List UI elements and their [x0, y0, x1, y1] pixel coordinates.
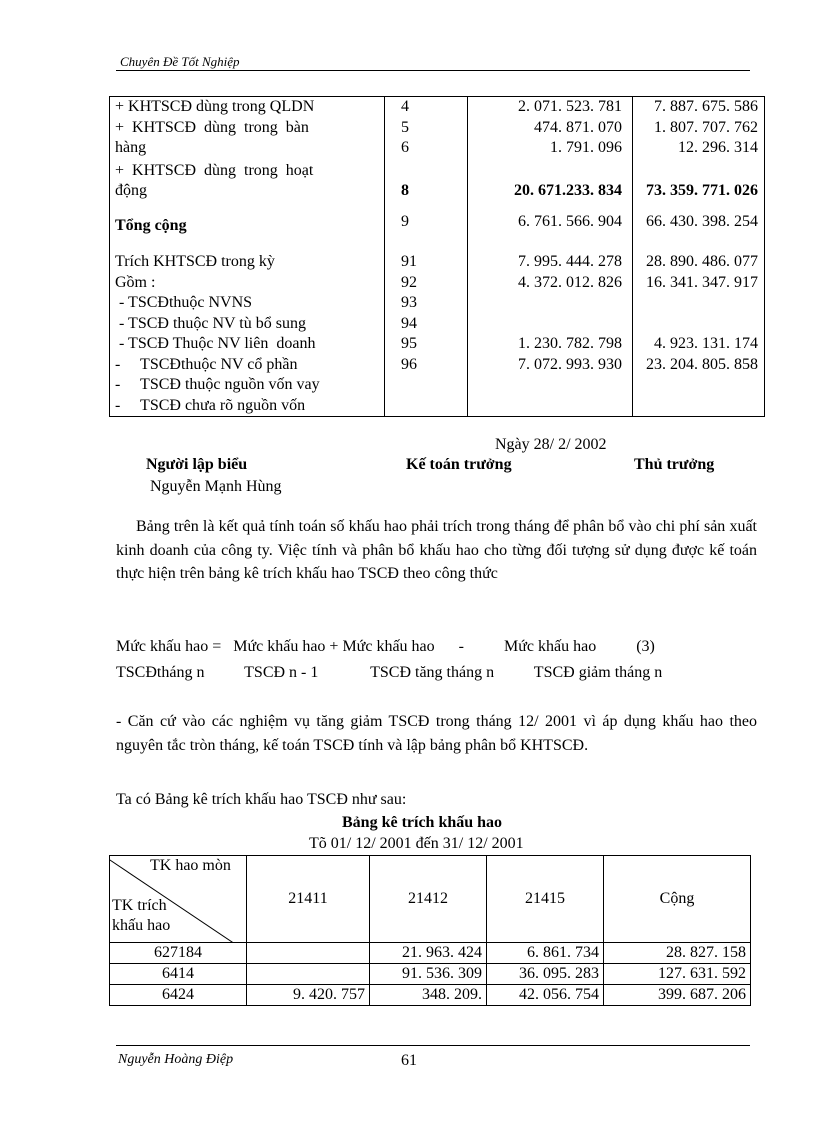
formula-line-1: Mức khấu hao = Mức khấu hao + Mức khấu hao - Mức khấu hao (3) [116, 638, 655, 655]
row-desc: - TSCĐ thuộc NV tù bổ sung [115, 314, 306, 332]
table-row [110, 97, 765, 118]
depreciation-allocation-table [109, 855, 751, 1006]
row-desc: + KHTSCĐ dùng trong bàn [115, 118, 309, 136]
table-row [110, 246, 765, 417]
row-value-1: 20. 671.233. 834 [514, 182, 622, 199]
footer-author: Nguyễn Hoàng Điệp [118, 1052, 234, 1067]
row-value-1: 6. 761. 566. 904 [518, 212, 622, 230]
row-value-1: 4. 372. 012. 826 [518, 273, 622, 291]
value-cell: 9. 420. 757 [247, 985, 370, 1006]
row-desc: Trích KHTSCĐ trong kỳ [115, 253, 275, 270]
depreciation-table-period: Tõ 01/ 12/ 2001 đến 31/ 12/ 2001 [309, 835, 524, 852]
value-cell: 21. 963. 424 [370, 943, 487, 964]
row-value-2: 73. 359. 771. 026 [646, 182, 758, 199]
formula-line-2: TSCĐtháng n TSCĐ n - 1 TSCĐ tăng tháng n TSCĐ giảm tháng n [116, 664, 663, 681]
table-row [110, 943, 751, 964]
table-row [110, 202, 765, 247]
row-value-1 [468, 293, 622, 314]
row-value-2 [633, 314, 758, 335]
row-code: 95 [401, 335, 417, 352]
account-cell: 627184 [110, 943, 247, 964]
table-header-row [110, 856, 751, 943]
value-cell: 91. 536. 309 [370, 964, 487, 985]
header-rule [116, 70, 750, 71]
value-cell: 42. 056. 754 [487, 985, 604, 1006]
row-value-2: 16. 341. 347. 917 [646, 273, 758, 291]
row-value-1: 7. 995. 444. 278 [518, 253, 622, 270]
corner-header-bottom: khấu hao [112, 917, 171, 934]
table-row [110, 118, 765, 159]
column-header: Cộng [604, 856, 751, 943]
account-cell: 6414 [110, 964, 247, 985]
value-cell [247, 943, 370, 964]
value-cell: 36. 095. 283 [487, 964, 604, 985]
row-code: 6 [401, 139, 409, 156]
row-value-1: 1. 791. 096 [550, 139, 622, 156]
total-cell: 28. 827. 158 [604, 943, 751, 964]
row-code: 5 [401, 118, 409, 136]
paragraph-method: - Căn cứ vào các nghiệm vụ tăng giảm TSCĐ trong tháng 12/ 2001 vì áp dụng khấu hao theo nguyên tắc tròn tháng, kế toán TSCĐ tính và lập bảng phân bổ KHTSCĐ. [116, 713, 757, 754]
total-cell: 399. 687. 206 [604, 985, 751, 1006]
row-value-2: 12. 296. 314 [678, 139, 758, 156]
row-value-2: 4. 923. 131. 174 [654, 335, 758, 352]
row-code [401, 161, 467, 182]
preparer-name: Nguyễn Mạnh Hùng [150, 478, 282, 495]
total-label: Tổng cộng [115, 216, 187, 234]
row-value-2: 28. 890. 486. 077 [646, 253, 758, 270]
corner-header-bottom: TK trích [112, 897, 167, 914]
table-row [110, 159, 765, 202]
table-row [110, 985, 751, 1006]
row-desc: - TSCĐ thuộc nguồn vốn vay [115, 376, 320, 393]
account-cell: 6424 [110, 985, 247, 1006]
row-code: 91 [401, 253, 417, 270]
row-desc: - TSCĐ Thuộc NV liên doanh [115, 335, 316, 352]
row-desc: + KHTSCĐ dùng trong hoạt [115, 161, 314, 179]
chief-accountant-label: Kế toán trưởng [406, 456, 512, 473]
corner-header-cell [110, 856, 247, 943]
row-value-1 [468, 161, 622, 182]
total-cell: 127. 631. 592 [604, 964, 751, 985]
row-value-1 [468, 314, 622, 335]
row-code: 9 [401, 212, 409, 230]
value-cell: 348. 209. [370, 985, 487, 1006]
row-desc: - TSCĐthuộc NVNS [115, 294, 253, 311]
corner-header-top: TK hao mòn [150, 857, 231, 874]
row-value-1: 2. 071. 523. 781 [518, 98, 622, 115]
column-header: 21412 [370, 856, 487, 943]
row-value-2 [633, 161, 758, 182]
signature-date: Ngày 28/ 2/ 2002 [495, 436, 607, 453]
row-value-2: 1. 807. 707. 762 [654, 118, 758, 136]
page-number: 61 [401, 1052, 417, 1069]
value-cell: 6. 861. 734 [487, 943, 604, 964]
row-value-2: 23. 204. 805. 858 [646, 355, 758, 373]
row-code: 93 [401, 294, 417, 311]
row-desc: + KHTSCĐ dùng trong QLDN [115, 98, 315, 115]
row-desc: động [115, 182, 147, 199]
value-cell [247, 964, 370, 985]
row-desc: - TSCĐ chưa rõ nguồn vốn [115, 396, 306, 414]
row-code: 92 [401, 273, 417, 291]
page-header-title: Chuyên Đề Tốt Nghiệp [120, 54, 240, 69]
depreciation-table-title: Bảng kê trích khấu hao [342, 814, 503, 831]
row-desc: Gồm : [115, 273, 156, 291]
row-code: 94 [401, 314, 417, 332]
paragraph-intro-table: Ta có Bảng kê trích khấu hao TSCĐ như sau: [116, 791, 407, 808]
depreciation-summary-table [109, 96, 765, 417]
row-value-1: 474. 871. 070 [534, 118, 622, 136]
column-header: 21411 [247, 856, 370, 943]
row-value-2 [633, 293, 758, 314]
row-code: 4 [401, 98, 409, 115]
footer-rule [116, 1045, 750, 1046]
paragraph-explanation: Bảng trên là kết quả tính toán số khấu hao phải trích trong tháng để phân bổ vào chi phí sản xuất kinh doanh của công ty. Việc tính và phân bổ khấu hao cho từng đối tượng sử dụng được kế toán thực hiện trên bảng kê trích khấu hao TSCĐ theo công thức [116, 518, 757, 582]
row-desc: - TSCĐthuộc NV cổ phần [115, 355, 298, 373]
row-code: 8 [401, 182, 409, 199]
row-desc: hàng [115, 139, 147, 156]
row-value-1: 1. 230. 782. 798 [518, 335, 622, 352]
row-value-1: 7. 072. 993. 930 [518, 355, 622, 373]
row-value-2: 66. 430. 398. 254 [646, 212, 758, 230]
director-label: Thủ trưởng [634, 456, 715, 473]
table-row [110, 964, 751, 985]
row-value-2: 7. 887. 675. 586 [654, 98, 758, 115]
column-header: 21415 [487, 856, 604, 943]
preparer-label: Người lập biểu [146, 456, 248, 473]
row-code: 96 [401, 355, 417, 373]
